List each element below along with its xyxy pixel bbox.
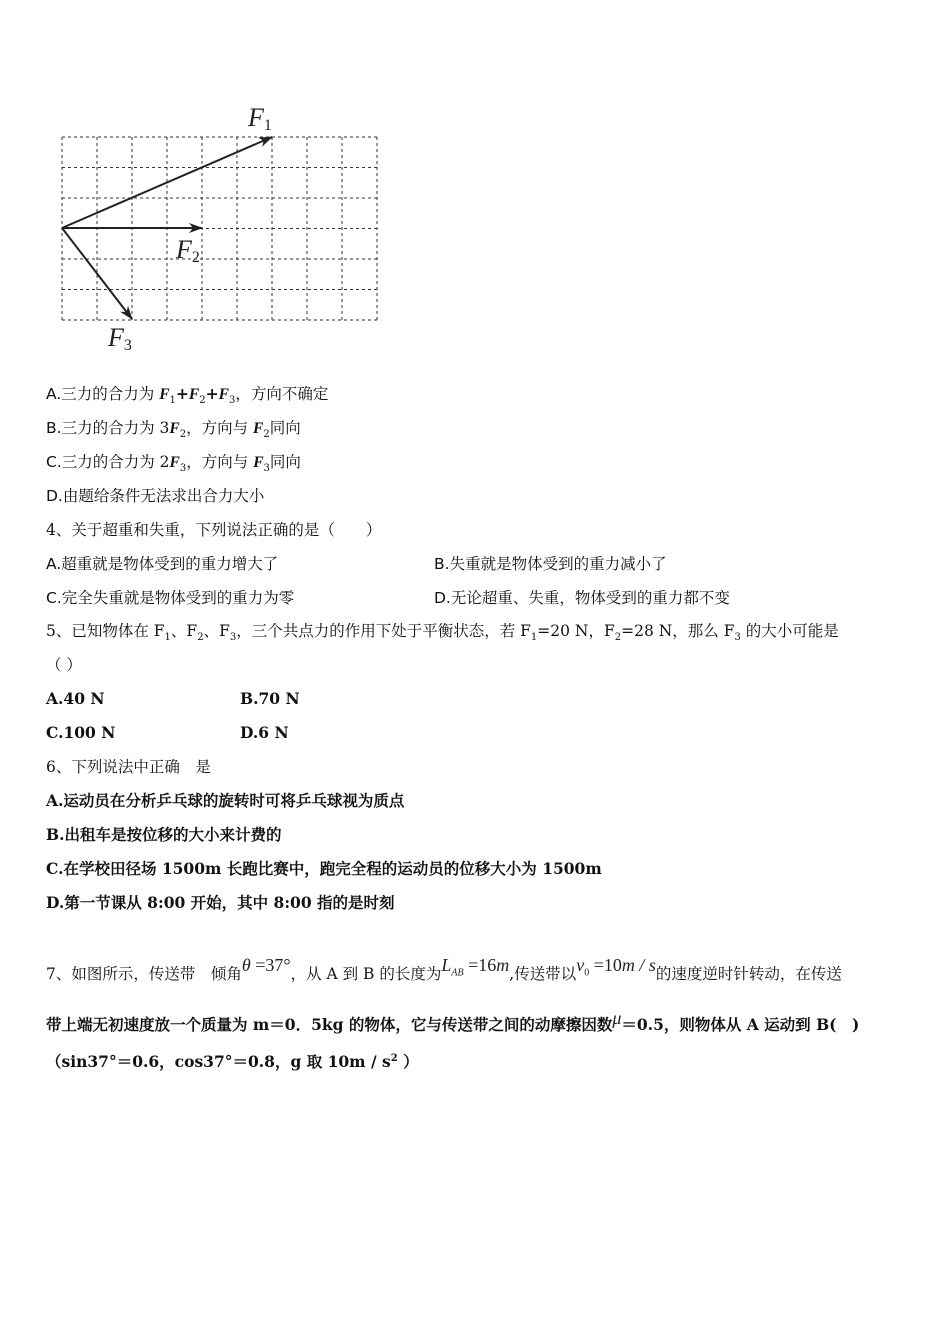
q6-option-a: A.运动员在分析乒乓球的旋转时可将乒乓球视为质点 bbox=[46, 791, 405, 810]
q5-option-c: C.100 N bbox=[46, 723, 116, 742]
q7-line3: （sin37°＝0.6，cos37°＝0.8，g 取 $10m / s^2$ ） bbox=[46, 1052, 419, 1071]
q3-option-d: D.由题给条件无法求出合力大小 bbox=[46, 487, 265, 505]
q5-stem: 5、已知物体在 $F_1$、$F_2$、$F_3$，三个共点力的作用下处于平衡状态，若 $F_1=20$ N，$F_2=28$ N，那么 $F_3$ 的大小可能是 bbox=[46, 622, 839, 644]
q3-option-a: A.三力的合力为 $F_1+F_2+F_3$，方向不确定 bbox=[46, 384, 329, 407]
q4-option-d: D.无论超重、失重，物体受到的重力都不变 bbox=[434, 589, 730, 607]
label-f1: F1 bbox=[248, 103, 272, 134]
q5-stem-line2: （ ） bbox=[46, 656, 82, 674]
q6-option-b: B.出租车是按位移的大小来计费的 bbox=[46, 825, 282, 844]
q6-stem: 6、下列说法中正确 是 bbox=[46, 758, 211, 776]
label-f2: F2 bbox=[176, 235, 200, 266]
q5-option-a: A.40 N bbox=[46, 689, 105, 708]
q7-line1: 7、如图所示，传送带 倾角θ =37°，从 A 到 B 的长度为$L_{AB} =16m$,传送带以$v_0 =10m / s$的速度逆时针转动，在传送 bbox=[46, 955, 842, 983]
q5-option-d: D.6 N bbox=[240, 723, 289, 742]
q7-line2: 带上端无初速度放一个质量为 m＝0．5kg 的物体，它与传送带之间的动摩擦因数μ＝0.5，则物体从 A 运动到 B( ) bbox=[46, 1008, 860, 1034]
q3-option-b: B.三力的合力为 $3F_2$，方向与 $F_2$同向 bbox=[46, 419, 301, 441]
q6-option-d: D.第一节课从 8:00 开始，其中 8:00 指的是时刻 bbox=[46, 893, 395, 912]
force-diagram bbox=[40, 90, 400, 365]
q4-option-c: C.完全失重就是物体受到的重力为零 bbox=[46, 589, 295, 607]
q6-option-c: C.在学校田径场 1500m 长跑比赛中，跑完全程的运动员的位移大小为 1500m bbox=[46, 859, 602, 878]
q4-option-a: A.超重就是物体受到的重力增大了 bbox=[46, 555, 279, 573]
q5-option-b: B.70 N bbox=[240, 689, 300, 708]
q3-option-c: C.三力的合力为 $2F_3$，方向与 $F_3$同向 bbox=[46, 453, 301, 475]
label-f3: F3 bbox=[108, 323, 132, 354]
q4-stem: 4、关于超重和失重，下列说法正确的是（ ） bbox=[46, 521, 382, 539]
q4-option-b: B.失重就是物体受到的重力减小了 bbox=[434, 555, 667, 573]
